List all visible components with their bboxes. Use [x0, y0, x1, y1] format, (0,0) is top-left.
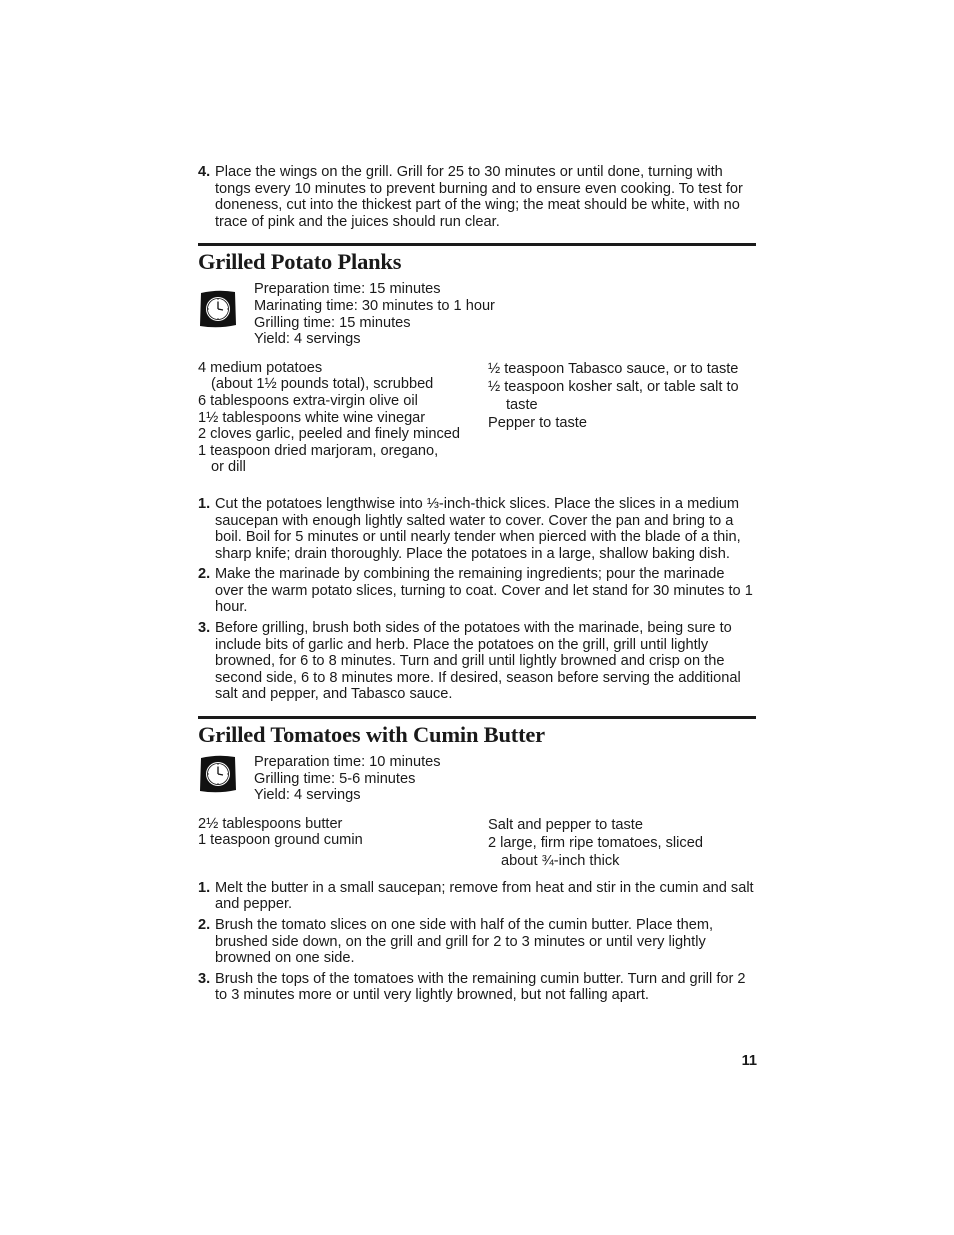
meta-lines — [254, 281, 495, 347]
ingredient: 1½ tablespoons white wine vinegar — [198, 409, 426, 426]
ingredient: 6 tablespoons extra-virgin olive oil — [198, 392, 418, 409]
ingredient: Pepper to taste — [488, 414, 587, 431]
yield: Yield: 4 servings — [254, 787, 361, 804]
grilling-time: Grilling time: 5-6 minutes — [254, 770, 416, 787]
step-text: Place the wings on the grill. Grill for 25 to 30 minutes or until done, turning with tongs every 10 minutes to prevent burning and to ensure even cooking. To test for doneness, cut into the thickest part of the wing; the meat should be white, with no trace of pink and the juices should run clear. — [215, 164, 743, 230]
step-number: 4. — [198, 164, 211, 180]
recipe-title: Grilled Tomatoes with Cumin Butter — [198, 722, 545, 748]
clock-icon — [198, 289, 238, 329]
ingredient: 1 teaspoon dried marjoram, oregano, or dill — [198, 442, 439, 476]
section-rule — [198, 716, 756, 719]
meta-lines — [254, 754, 441, 804]
ingredients-left — [198, 816, 488, 870]
recipe-meta — [198, 281, 756, 347]
section-rule — [198, 243, 756, 246]
ingredient: Salt and pepper to taste — [488, 816, 643, 833]
step: 2. Make the marinade by combining the remaining ingredients; pour the marinade over the warm potato slices, turning to coat. Cover and let stand for 30 minutes to 1 hour. — [198, 566, 753, 616]
step: 2. Brush the tomato slices on one side with half of the cumin butter. Place them, brushed side down, on the grill and grill for 2 to 3 minutes or until very lightly browned on one side. — [198, 917, 714, 967]
page-number: 11 — [741, 1053, 757, 1069]
ingredient: 2 cloves garlic, peeled and finely minced — [198, 426, 461, 443]
ingredients — [198, 816, 756, 870]
step: 3. Before grilling, brush both sides of the potatoes with the marinade, being sure to include bits of garlic and herb. Place the potatoes on the grill, grill until lightly browned, for 6 to 8 minutes. Turn and grill until lightly browned and crisp on the second side, 6 to 8 minutes more. If desired, season before serving the additional salt and pepper, and Tabasco sauce. — [198, 620, 741, 703]
ingredient: 4 medium potatoes (about 1½ pounds total), scrubbed — [198, 359, 434, 393]
ingredient: ½ teaspoon Tabasco sauce, or to taste — [488, 360, 739, 377]
marinating-time: Marinating time: 30 minutes to 1 hour — [254, 297, 495, 314]
prep-time: Preparation time: 10 minutes — [254, 754, 441, 771]
step: 3. Brush the tops of the tomatoes with the remaining cumin butter. Turn and grill for 2 to 3 minutes more or until very lightly browned, but not falling apart. — [198, 970, 746, 1004]
recipe-steps — [198, 496, 756, 703]
step: 1. Melt the butter in a small saucepan; remove from heat and stir in the cumin and salt and pepper. — [198, 879, 754, 913]
ingredient: 2 large, firm ripe tomatoes, sliced about ¾-inch thick — [488, 834, 703, 869]
ingredient: ½ teaspoon kosher salt, or table salt to taste — [488, 378, 739, 413]
yield: Yield: 4 servings — [254, 331, 361, 348]
intro-step — [198, 164, 756, 230]
recipe-title: Grilled Potato Planks — [198, 249, 402, 275]
recipe-meta — [198, 754, 756, 804]
ingredient: 1 teaspoon ground cumin — [198, 832, 363, 849]
recipe-steps — [198, 880, 756, 1004]
page-content — [198, 164, 756, 1008]
ingredients-right — [488, 360, 756, 476]
step: 1. Cut the potatoes lengthwise into ⅓-inch-thick slices. Place the slices in a medium saucepan with enough lightly salted water to cover. Cover the pan and bring to a boil. Boil for 5 minutes or until nearly tender when pierced with the blade of a thin, sharp knife; drain thoroughly. Place the potatoes in a large, shallow baking dish. — [198, 495, 741, 562]
prep-time: Preparation time: 15 minutes — [254, 281, 441, 298]
ingredient: 2½ tablespoons butter — [198, 815, 343, 832]
grilling-time: Grilling time: 15 minutes — [254, 314, 411, 331]
ingredients-left — [198, 360, 488, 476]
ingredients — [198, 360, 756, 476]
ingredients-right — [488, 816, 756, 870]
clock-icon — [198, 754, 238, 794]
